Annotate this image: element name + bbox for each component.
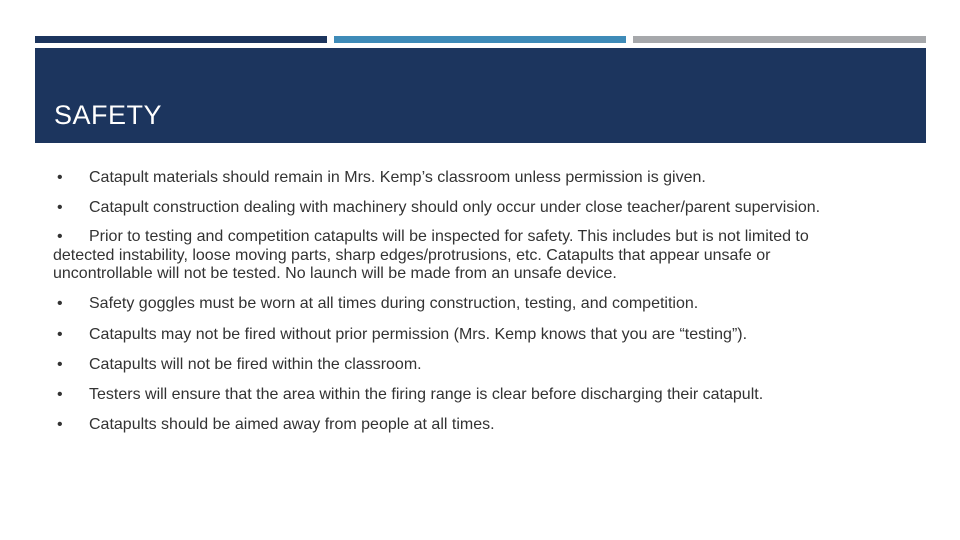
accent-bar-gray [633, 36, 926, 43]
list-item [53, 416, 495, 435]
accent-bar-dark-blue [35, 36, 327, 43]
list-item-text: Catapult materials should remain in Mrs. Kemp’s classroom unless permission is given. [89, 169, 706, 186]
bullet-dot: • [57, 326, 63, 343]
list-item [53, 169, 706, 188]
bullet-dot: • [57, 199, 63, 216]
accent-bar-light-blue [334, 36, 626, 43]
bullet-dot: • [57, 228, 63, 245]
bullet-dot: • [57, 416, 63, 433]
list-item [53, 199, 820, 218]
list-item-text: Catapult construction dealing with machinery should only occur under close teacher/parent supervision. [89, 199, 821, 216]
list-item-text: Safety goggles must be worn at all times during construction, testing, and competition. [89, 295, 699, 312]
list-item-line [53, 228, 809, 247]
list-item-text: Catapults may not be fired without prior permission (Mrs. Kemp knows that you are “testing”). [89, 326, 748, 343]
list-item-text: Catapults will not be fired within the classroom. [89, 356, 422, 373]
bullet-dot: • [57, 356, 63, 373]
bullet-dot: • [57, 295, 63, 312]
bullet-dot: • [57, 169, 63, 186]
list-item-text: Prior to testing and competition catapults will be inspected for safety. This includes but is not limited to [89, 228, 809, 245]
bullet-dot: • [57, 386, 63, 403]
list-item-text: uncontrollable will not be tested. No launch will be made from an unsafe device. [53, 265, 617, 282]
list-item [53, 326, 747, 345]
slide-title: SAFETY [54, 100, 163, 130]
list-item-text: Testers will ensure that the area within the firing range is clear before discharging their catapult. [89, 386, 764, 403]
list-item-text: Catapults should be aimed away from people at all times. [89, 416, 495, 433]
list-item [53, 356, 422, 375]
list-item [53, 386, 763, 405]
title-banner [35, 48, 926, 143]
list-item-text: detected instability, loose moving parts, sharp edges/protrusions, etc. Catapults that appear unsafe or [53, 246, 771, 264]
list-item-multiline [53, 228, 809, 284]
list-item [53, 295, 698, 314]
